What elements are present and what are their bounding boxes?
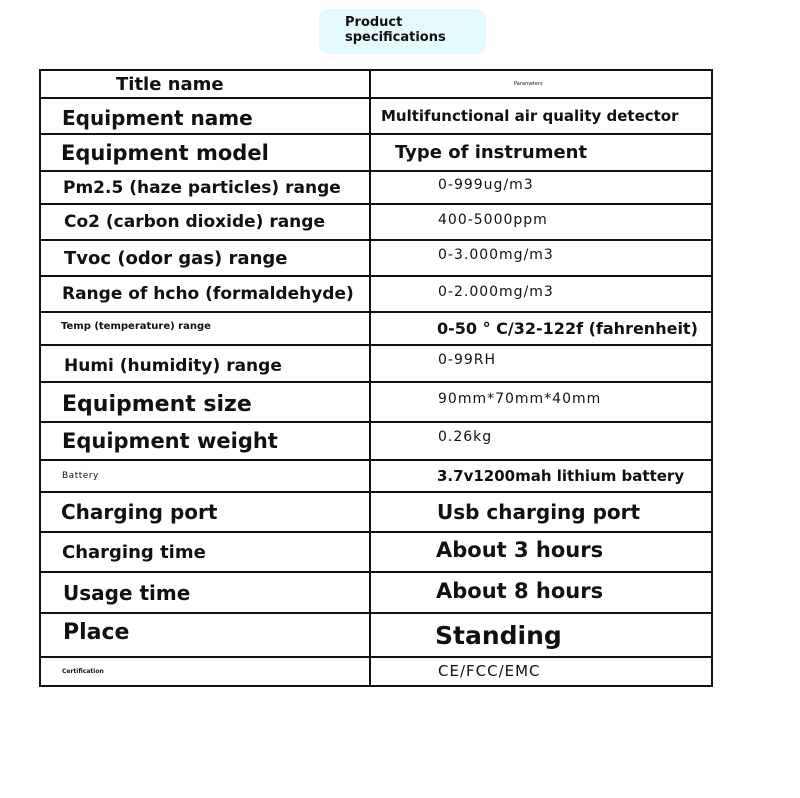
row-value-cell [370,492,712,532]
row-value-cell [370,345,712,382]
row-key: Equipment name [62,106,253,130]
row-key: Usage time [63,580,191,605]
row-value: About 8 hours [436,578,604,603]
row-value-cell [370,134,712,171]
row-key-cell [40,657,370,686]
row-key: Battery [62,471,99,481]
table-row [40,312,712,345]
badge-title [345,15,446,45]
table-header-row [40,70,712,98]
row-key-cell [40,312,370,345]
row-key-cell [40,422,370,460]
badge-line-2: specifications [345,30,446,45]
row-key-cell [40,345,370,382]
table-row [40,98,712,134]
row-key-cell [40,276,370,312]
row-value-cell [370,532,712,572]
row-value: 0-99RH [438,351,497,368]
table-row [40,422,712,460]
table-row [40,276,712,312]
header-key-cell [40,70,370,98]
table-row [40,204,712,240]
row-value: CE/FCC/EMC [438,661,541,680]
row-key: Charging time [62,541,206,563]
row-value: Multifunctional air quality detector [381,107,679,125]
row-value: 0-999ug/m3 [438,176,534,193]
table-row [40,492,712,532]
row-value: 0-3.000mg/m3 [438,247,554,263]
table-row [40,171,712,204]
row-value: 400-5000ppm [438,212,548,228]
row-key-cell [40,532,370,572]
row-value-cell [370,276,712,312]
header-value-cell [370,70,712,98]
row-value: Type of instrument [395,142,588,163]
row-key: Equipment weight [62,429,278,453]
row-value: 0-50 ° C/32-122f (fahrenheit) [437,319,698,338]
row-value-cell [370,171,712,204]
badge-line-1: Product [345,15,403,30]
row-key-cell [40,171,370,204]
row-value-cell [370,613,712,657]
row-value-cell [370,240,712,276]
row-key: Place [63,619,130,645]
row-key-cell [40,613,370,657]
row-value: Usb charging port [437,500,641,524]
product-specifications-badge [319,9,486,54]
row-value-cell [370,98,712,134]
row-key-cell [40,134,370,171]
row-key: Range of hcho (formaldehyde) [62,284,354,304]
row-value-cell [370,572,712,613]
row-key: Co2 (carbon dioxide) range [64,212,325,232]
row-key-cell [40,382,370,422]
row-key: Pm2.5 (haze particles) range [63,177,341,198]
row-key-cell [40,98,370,134]
row-value-cell [370,312,712,345]
table-row [40,134,712,171]
row-value-cell [370,422,712,460]
row-key: Equipment size [62,391,252,417]
row-value-cell [370,382,712,422]
table-row [40,460,712,492]
row-value: Standing [435,620,562,650]
row-value: 3.7v1200mah lithium battery [437,467,685,485]
table-row [40,345,712,382]
header-key: Title name [116,73,224,95]
row-value-cell [370,204,712,240]
row-key-cell [40,492,370,532]
table-row [40,382,712,422]
row-key-cell [40,460,370,492]
row-value: 90mm*70mm*40mm [438,391,602,407]
table-row [40,657,712,686]
row-key: Certification [62,668,104,675]
row-value-cell [370,657,712,686]
row-key: Temp (temperature) range [61,321,211,332]
header-value: Parameters [514,81,543,87]
row-value-cell [370,460,712,492]
row-key-cell [40,204,370,240]
table-row [40,240,712,276]
row-value: 0.26kg [438,429,493,445]
spec-table [39,69,713,687]
row-key-cell [40,240,370,276]
table-row [40,613,712,657]
row-value: About 3 hours [436,538,604,562]
row-key-cell [40,572,370,613]
table-row [40,532,712,572]
row-key: Charging port [61,500,218,524]
row-key: Humi (humidity) range [64,355,282,376]
table-row [40,572,712,613]
row-key: Tvoc (odor gas) range [64,247,288,269]
row-value: 0-2.000mg/m3 [438,284,554,300]
row-key: Equipment model [61,140,269,165]
